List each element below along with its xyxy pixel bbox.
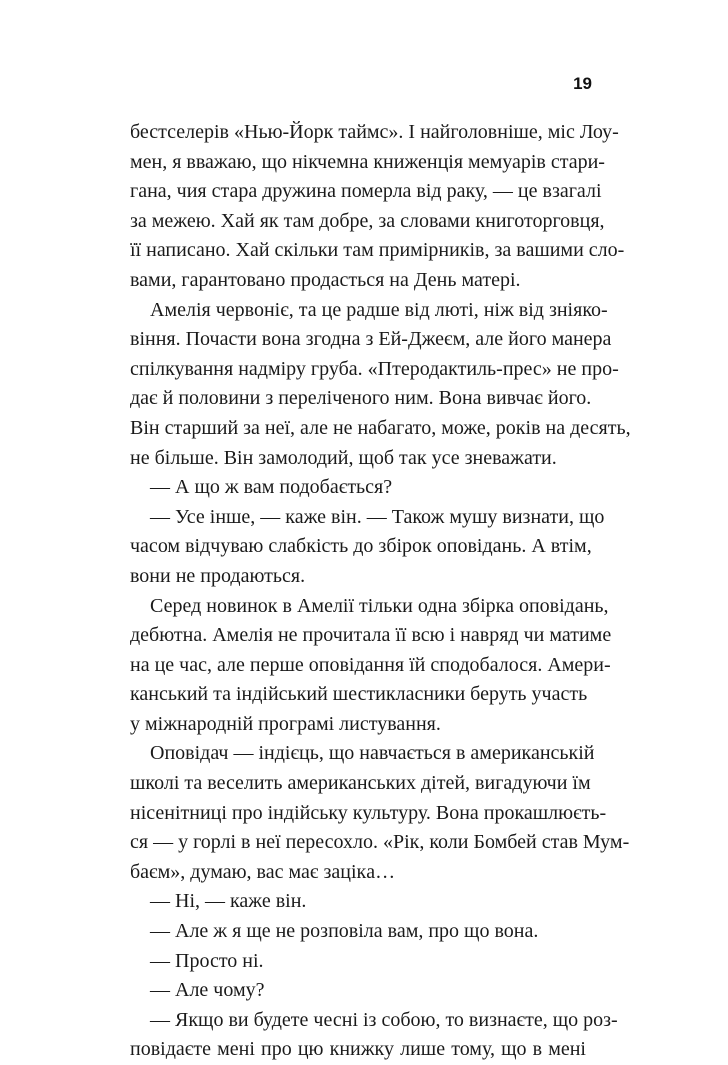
text-line: повідаєте мені про цю книжку лише тому, що в мені xyxy=(130,1038,586,1061)
text-line: — Але ж я ще не розповіла вам, про що вона. xyxy=(150,920,539,943)
text-line: — А що ж вам подобається? xyxy=(150,476,393,499)
text-line: Він старший за неї, але не набагато, може, років на десять, xyxy=(130,416,631,439)
text-line: Амелія червоніє, та це радше від люті, ніж від зніяко- xyxy=(150,298,608,321)
text-line: — Усе інше, — каже він. — Також мушу визнати, що xyxy=(150,505,605,528)
text-line: школі та веселить американських дітей, вигадуючи їм xyxy=(130,772,591,795)
text-line: гана, чия стара дружина померла від раку, — це взагалі xyxy=(130,180,602,203)
text-line: Серед новинок в Амелії тільки одна збірка оповідань, xyxy=(150,594,609,617)
text-line: баєм», думаю, вас має зацікa… xyxy=(130,860,396,883)
text-line: дає й половини з переліченого ним. Вона вивчає його. xyxy=(130,387,592,410)
text-line: вони не продаються. xyxy=(130,564,306,587)
book-text-body xyxy=(130,118,631,1065)
text-line: часом відчуваю слабкість до збірок оповідань. А втім, xyxy=(130,535,592,558)
text-line: — Ні, — каже він. xyxy=(150,890,307,913)
text-line: за межею. Хай як там добре, за словами книготорговця, xyxy=(130,209,605,232)
text-line: канський та індійський шестикласники беруть участь xyxy=(130,683,588,706)
text-line: Оповідач — індієць, що навчається в американській xyxy=(150,742,595,765)
text-line: її написано. Хай скільки там примірників, за вашими сло- xyxy=(130,239,625,262)
text-line: бестселерів «Нью-Йорк таймс». І найголовніше, міс Лоу- xyxy=(130,121,619,143)
text-line: спілкування надміру груба. «Птеродактиль-прес» не про- xyxy=(130,357,619,380)
text-line: мен, я вважаю, що нікчемна книженція мемуарів стари- xyxy=(130,150,605,173)
text-line: нісенітниці про індійську культуру. Вона прокашлюєть- xyxy=(130,801,607,824)
page-number: 19 xyxy=(573,74,592,93)
text-line: віння. Почасти вона згодна з Ей-Джеєм, але його манера xyxy=(130,328,612,351)
text-line: — Просто ні. xyxy=(150,949,264,972)
text-line: у міжнародній програмі листування. xyxy=(130,712,441,735)
text-line: ся — у горлі в неї пересохло. «Рік, коли Бомбей став Мум- xyxy=(130,831,630,854)
text-line: — Але чому? xyxy=(150,979,265,1002)
text-line: на це час, але перше оповідання їй сподобалося. Амери- xyxy=(130,653,611,676)
text-line: дебютна. Амелія не прочитала її всю і навряд чи матиме xyxy=(130,624,612,647)
text-line: вами, гарантовано продасться на День матері. xyxy=(130,268,521,291)
text-line: — Якщо ви будете чесні із собою, то визнаєте, що роз- xyxy=(150,1008,618,1031)
text-line: не більше. Він замолодий, щоб так усе зневажати. xyxy=(130,446,557,469)
